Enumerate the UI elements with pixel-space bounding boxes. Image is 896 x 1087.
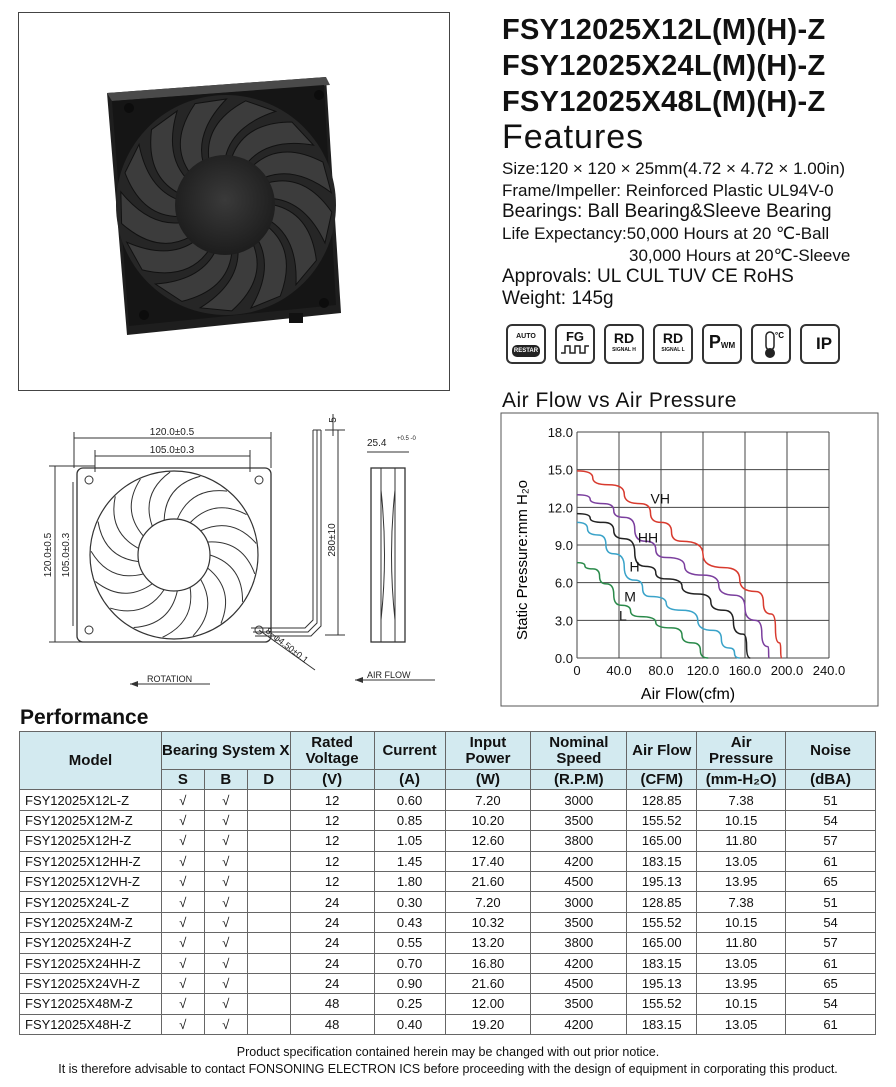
chart-x-tick: 240.0 <box>812 663 846 678</box>
cell-current: 1.05 <box>374 831 445 851</box>
cell-power: 10.20 <box>445 810 531 830</box>
cell-bearing-d <box>247 953 290 973</box>
performance-heading: Performance <box>20 706 149 729</box>
table-row <box>20 912 876 932</box>
cell-model: FSY12025X48H-Z <box>20 1014 162 1034</box>
drawing-blade-line <box>190 508 246 523</box>
feature-approvals: Approvals: UL CUL TUV CE RoHS <box>502 266 794 287</box>
cell-bearing-d <box>247 810 290 830</box>
cell-bearing-b: √ <box>204 933 247 953</box>
cell-pressure: 11.80 <box>697 831 786 851</box>
cell-voltage: 12 <box>290 871 374 891</box>
chart-x-tick: 0 <box>573 663 581 678</box>
header-voltage: Rated Voltage <box>290 732 374 770</box>
table-row <box>20 892 876 912</box>
drawing-blade-line <box>201 526 257 544</box>
rd-h-label: RD <box>613 330 635 346</box>
chart-y-tick: 6.0 <box>554 575 573 591</box>
chart-y-tick: 15.0 <box>547 462 573 478</box>
cell-voltage: 48 <box>290 1014 374 1034</box>
cell-pressure: 10.15 <box>697 810 786 830</box>
fg-signal-icon <box>555 324 595 364</box>
pwm-icon <box>702 324 742 364</box>
chart-y-tick: 0.0 <box>554 651 573 666</box>
header-pressure-unit: (mm-H₂O) <box>697 770 786 790</box>
header-power: Input Power <box>445 732 531 770</box>
feature-life: Life Expectancy:50,000 Hours at 20 ℃-Ball <box>502 224 830 243</box>
cell-bearing-b: √ <box>204 810 247 830</box>
header-current-unit: (A) <box>374 770 445 790</box>
cell-model: FSY12025X48M-Z <box>20 994 162 1014</box>
pwm-p-label: P <box>708 332 721 352</box>
cell-speed: 4500 <box>531 871 627 891</box>
dim-width-outer: 120.0±0.5 <box>149 427 195 438</box>
cell-noise: 51 <box>786 892 876 912</box>
dim-thickness-tol: +0.5 -0 <box>397 436 416 442</box>
cell-bearing-b: √ <box>204 831 247 851</box>
cell-flow: 155.52 <box>627 912 697 932</box>
cell-pressure: 13.05 <box>697 851 786 871</box>
table-row <box>20 831 876 851</box>
cell-current: 0.43 <box>374 912 445 932</box>
cell-power: 13.20 <box>445 933 531 953</box>
cell-speed: 4200 <box>531 851 627 871</box>
cell-noise: 61 <box>786 851 876 871</box>
chart-y-tick: 3.0 <box>554 613 573 629</box>
series-line-m <box>577 522 740 658</box>
cell-flow: 195.13 <box>627 973 697 993</box>
cell-current: 0.70 <box>374 953 445 973</box>
cell-current: 0.25 <box>374 994 445 1014</box>
rd-signal-l-icon <box>653 324 693 364</box>
cell-bearing-s: √ <box>161 1014 204 1034</box>
header-bearing-s: S <box>161 770 204 790</box>
cell-bearing-d <box>247 851 290 871</box>
dim-height-inner: 105.0±0.3 <box>61 532 72 578</box>
cell-pressure: 11.80 <box>697 933 786 953</box>
cell-voltage: 48 <box>290 994 374 1014</box>
dim-wire-length: 280±10 <box>327 523 338 557</box>
cell-noise: 65 <box>786 973 876 993</box>
header-power-unit: (W) <box>445 770 531 790</box>
chart-x-tick: 40.0 <box>606 663 632 678</box>
drawing-blade-line <box>164 476 200 520</box>
cell-bearing-s: √ <box>161 810 204 830</box>
cell-bearing-b: √ <box>204 851 247 871</box>
header-bearing: Bearing System X <box>161 732 290 770</box>
cell-noise: 54 <box>786 912 876 932</box>
cell-bearing-b: √ <box>204 973 247 993</box>
cell-voltage: 24 <box>290 953 374 973</box>
cell-power: 21.60 <box>445 973 531 993</box>
cell-bearing-s: √ <box>161 994 204 1014</box>
cell-flow: 183.15 <box>627 953 697 973</box>
header-noise-unit: (dBA) <box>786 770 876 790</box>
dimension-drawing <box>15 400 485 700</box>
series-label-hh: HH <box>637 529 659 546</box>
function-icons <box>506 324 840 364</box>
cell-flow: 183.15 <box>627 851 697 871</box>
cell-bearing-s: √ <box>161 892 204 912</box>
cell-voltage: 24 <box>290 912 374 932</box>
cell-speed: 3500 <box>531 912 627 932</box>
header-flow-unit: (CFM) <box>627 770 697 790</box>
disclaimer-line-2: It is therefore advisable to contact FONSONING ELECTRON ICS before proceeding with the design of equipment in corporating this product. <box>58 1062 838 1076</box>
cell-bearing-d <box>247 912 290 932</box>
header-noise: Noise <box>786 732 876 770</box>
cell-pressure: 13.95 <box>697 973 786 993</box>
cell-current: 1.80 <box>374 871 445 891</box>
cell-bearing-d <box>247 1014 290 1034</box>
cell-speed: 3800 <box>531 933 627 953</box>
cell-bearing-d <box>247 973 290 993</box>
series-label-vh: VH <box>650 490 670 507</box>
cell-bearing-b: √ <box>204 790 247 810</box>
product-photo <box>18 12 450 391</box>
chart-y-label: Static Pressure:mm H₂o <box>514 479 531 641</box>
cell-model: FSY12025X12M-Z <box>20 810 162 830</box>
series-label-l: L <box>619 607 627 624</box>
table-row <box>20 1014 876 1034</box>
cell-speed: 4200 <box>531 953 627 973</box>
series-label-h: H <box>629 558 640 575</box>
ip-label: IP <box>815 334 833 353</box>
cell-speed: 4500 <box>531 973 627 993</box>
cell-voltage: 24 <box>290 933 374 953</box>
drawing-blade-line <box>208 568 226 623</box>
cell-bearing-s: √ <box>161 973 204 993</box>
cell-bearing-s: √ <box>161 953 204 973</box>
table-row <box>20 953 876 973</box>
square-wave-icon <box>561 345 589 354</box>
header-pressure: Air Pressure <box>697 732 786 770</box>
dim-thickness: 25.4 <box>367 438 387 449</box>
cell-model: FSY12025X12VH-Z <box>20 871 162 891</box>
cell-flow: 165.00 <box>627 933 697 953</box>
chart-x-label: Air Flow(cfm) <box>640 686 736 703</box>
chart-x-tick: 120.0 <box>686 663 720 678</box>
cell-bearing-s: √ <box>161 790 204 810</box>
series-label-m: M <box>624 588 636 605</box>
drawing-blade-line <box>177 491 227 519</box>
cell-pressure: 10.15 <box>697 912 786 932</box>
rd-signal-h-icon <box>604 324 644 364</box>
features-heading: Features <box>502 118 645 156</box>
cell-voltage: 12 <box>290 831 374 851</box>
fan-photo-image <box>19 13 449 390</box>
header-current: Current <box>374 732 445 770</box>
cell-noise: 61 <box>786 953 876 973</box>
cell-bearing-d <box>247 892 290 912</box>
cell-model: FSY12025X12HH-Z <box>20 851 162 871</box>
cell-noise: 57 <box>786 831 876 851</box>
cell-voltage: 12 <box>290 810 374 830</box>
signal-l-label: SIGNAL L <box>661 347 685 353</box>
feature-bearings: Bearings: Ball Bearing&Sleeve Bearing <box>502 201 832 222</box>
cell-model: FSY12025X12H-Z <box>20 831 162 851</box>
cell-bearing-d <box>247 994 290 1014</box>
cell-bearing-s: √ <box>161 933 204 953</box>
cell-pressure: 7.38 <box>697 790 786 810</box>
cell-speed: 3000 <box>531 790 627 810</box>
cell-model: FSY12025X24HH-Z <box>20 953 162 973</box>
cell-bearing-b: √ <box>204 912 247 932</box>
table-row <box>20 994 876 1014</box>
cell-bearing-b: √ <box>204 871 247 891</box>
rotation-label: ROTATION <box>147 674 193 684</box>
thermometer-icon <box>756 327 786 361</box>
header-model: Model <box>20 732 162 790</box>
cell-current: 0.60 <box>374 790 445 810</box>
cell-current: 0.90 <box>374 973 445 993</box>
cell-flow: 155.52 <box>627 994 697 1014</box>
drawing-blade-line <box>208 542 255 574</box>
cell-bearing-s: √ <box>161 831 204 851</box>
disclaimer-line-1: Product specification contained herein may be changed with out prior notice. <box>236 1045 660 1059</box>
feature-frame: Frame/Impeller: Reinforced Plastic UL94V-0 <box>502 180 834 200</box>
cell-power: 16.80 <box>445 953 531 973</box>
drawing-blade-line <box>131 479 143 536</box>
cell-power: 19.20 <box>445 1014 531 1034</box>
dim-mount-holes: 8−φ4.50±0.1 <box>263 625 311 666</box>
cell-current: 0.85 <box>374 810 445 830</box>
table-row <box>20 790 876 810</box>
table-row <box>20 851 876 871</box>
auto-restart-label: AUTO <box>516 332 536 340</box>
cell-flow: 165.00 <box>627 831 697 851</box>
cell-noise: 65 <box>786 871 876 891</box>
cell-bearing-d <box>247 933 290 953</box>
fg-label: FG <box>565 329 585 344</box>
cell-pressure: 10.15 <box>697 994 786 1014</box>
feature-size: Size:120 × 120 × 25mm(4.72 × 4.72 × 1.00in) <box>502 159 846 178</box>
drawing-blade-line <box>149 472 170 526</box>
cell-speed: 4200 <box>531 1014 627 1034</box>
air-flow-pressure-chart <box>500 412 880 708</box>
cell-flow: 183.15 <box>627 1014 697 1034</box>
cell-model: FSY12025X24H-Z <box>20 933 162 953</box>
cell-current: 0.40 <box>374 1014 445 1034</box>
cell-power: 7.20 <box>445 892 531 912</box>
chart-title: Air Flow vs Air Pressure <box>502 389 737 412</box>
cell-power: 10.32 <box>445 912 531 932</box>
cell-bearing-b: √ <box>204 953 247 973</box>
model-title-12v: FSY12025X12L(M)(H)-Z <box>502 14 826 46</box>
cell-voltage: 24 <box>290 892 374 912</box>
drawing-blade-line <box>193 579 208 636</box>
cell-flow: 128.85 <box>627 892 697 912</box>
cell-bearing-b: √ <box>204 892 247 912</box>
cell-speed: 3000 <box>531 892 627 912</box>
cell-voltage: 12 <box>290 790 374 810</box>
cell-flow: 128.85 <box>627 790 697 810</box>
cell-flow: 155.52 <box>627 810 697 830</box>
header-speed-unit: (R.P.M) <box>531 770 627 790</box>
drawing-blade-line <box>98 522 139 562</box>
cell-pressure: 7.38 <box>697 892 786 912</box>
signal-h-label: SIGNAL H <box>612 347 636 353</box>
cell-power: 7.20 <box>445 790 531 810</box>
air-flow-label: AIR FLOW <box>367 670 411 680</box>
header-speed: Nominal Speed <box>531 732 627 770</box>
drawing-blade-line <box>210 555 243 602</box>
chart-y-tick: 9.0 <box>554 538 573 553</box>
cell-speed: 3800 <box>531 831 627 851</box>
cell-model: FSY12025X24VH-Z <box>20 973 162 993</box>
cell-pressure: 13.05 <box>697 1014 786 1034</box>
cell-power: 12.60 <box>445 831 531 851</box>
dim-height-outer: 120.0±0.5 <box>43 532 54 578</box>
cell-model: FSY12025X24M-Z <box>20 912 162 932</box>
cell-bearing-b: √ <box>204 1014 247 1034</box>
features-list <box>502 158 894 310</box>
pwm-wm-label: WM <box>720 341 736 350</box>
header-flow: Air Flow <box>627 732 697 770</box>
cell-speed: 3500 <box>531 994 627 1014</box>
feature-weight: Weight: 145g <box>502 288 614 309</box>
rd-l-label: RD <box>662 330 684 346</box>
cell-bearing-d <box>247 790 290 810</box>
cell-power: 21.60 <box>445 871 531 891</box>
chart-y-tick: 12.0 <box>547 500 573 516</box>
header-bearing-b: B <box>204 770 247 790</box>
cell-current: 1.45 <box>374 851 445 871</box>
chart-x-tick: 200.0 <box>770 663 804 678</box>
celsius-label: °C <box>775 331 784 340</box>
header-voltage-unit: (V) <box>290 770 374 790</box>
cell-pressure: 13.95 <box>697 871 786 891</box>
cell-bearing-s: √ <box>161 851 204 871</box>
chart-x-tick: 80.0 <box>648 663 674 678</box>
model-title-48v: FSY12025X48L(M)(H)-Z <box>502 86 826 118</box>
auto-restart-icon <box>506 324 546 364</box>
ip-icon <box>800 324 840 364</box>
table-row <box>20 871 876 891</box>
cell-noise: 54 <box>786 994 876 1014</box>
table-row <box>20 973 876 993</box>
model-list <box>502 12 892 120</box>
table-row <box>20 933 876 953</box>
restart-label: RESTAR <box>512 345 540 357</box>
cell-bearing-d <box>247 831 290 851</box>
cell-power: 17.40 <box>445 851 531 871</box>
dim-wire-strip: 5 <box>328 417 339 423</box>
cell-bearing-s: √ <box>161 871 204 891</box>
chart-y-tick: 18.0 <box>547 425 573 440</box>
cell-flow: 195.13 <box>627 871 697 891</box>
feature-life-sleeve: 30,000 Hours at 20℃-Sleeve <box>629 245 851 265</box>
series-line-h <box>577 514 750 658</box>
cell-model: FSY12025X24L-Z <box>20 892 162 912</box>
cell-model: FSY12025X12L-Z <box>20 790 162 810</box>
cell-noise: 54 <box>786 810 876 830</box>
cell-bearing-d <box>247 871 290 891</box>
model-title-24v: FSY12025X24L(M)(H)-Z <box>502 50 826 82</box>
cell-speed: 3500 <box>531 810 627 830</box>
cell-voltage: 12 <box>290 851 374 871</box>
cell-noise: 61 <box>786 1014 876 1034</box>
table-row <box>20 810 876 830</box>
cell-voltage: 24 <box>290 973 374 993</box>
cell-bearing-s: √ <box>161 912 204 932</box>
header-bearing-d: D <box>247 770 290 790</box>
dim-width-inner: 105.0±0.3 <box>149 445 195 456</box>
cell-noise: 57 <box>786 933 876 953</box>
drawing-blade-line <box>95 581 152 593</box>
cell-pressure: 13.05 <box>697 953 786 973</box>
cell-current: 0.30 <box>374 892 445 912</box>
performance-table <box>19 731 876 1035</box>
cell-noise: 51 <box>786 790 876 810</box>
cell-bearing-b: √ <box>204 994 247 1014</box>
chart-x-tick: 160.0 <box>728 663 762 678</box>
cell-power: 12.00 <box>445 994 531 1014</box>
temperature-icon <box>751 324 791 364</box>
cell-current: 0.55 <box>374 933 445 953</box>
